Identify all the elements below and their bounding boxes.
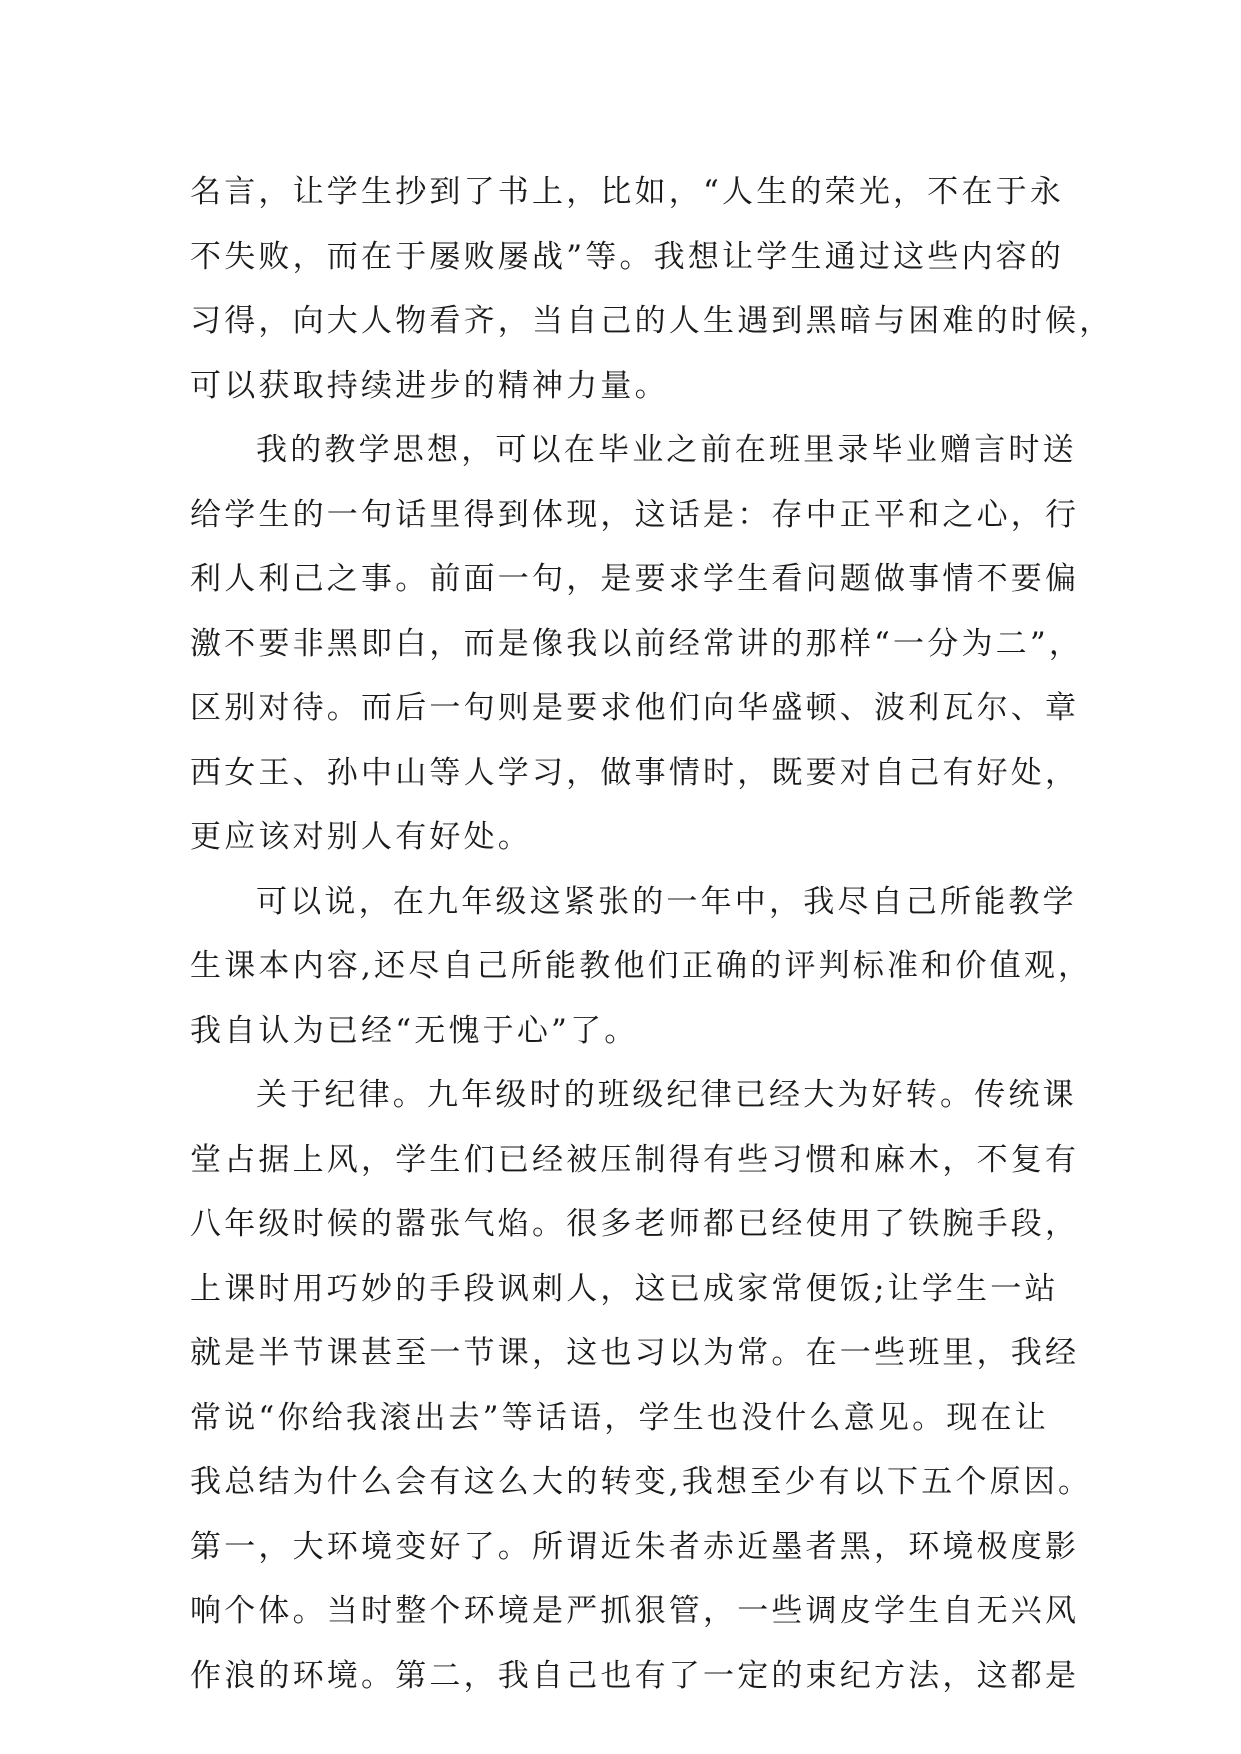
text-line: 上课时用巧妙的手段讽刺人，这已成家常便饭;让学生一站 [190,1270,1059,1307]
text-line: 激不要非黑即白，而是像我以前经常讲的那样“一分为二”， [190,625,1084,662]
paragraph-first-line: 关于纪律。九年级时的班级纪律已经大为好转。传统课 [256,1077,1077,1113]
document-body [190,160,1114,1708]
text-line: 西女王、孙中山等人学习，做事情时，既要对自己有好处， [190,754,1080,791]
text-line: 生课本内容,还尽自己所能教他们正确的评判标准和价值观， [190,948,1093,984]
text-line: 响个体。当时整个环境是严抓狠管，一些调皮学生自无兴风 [190,1593,1080,1629]
text-line: 就是半节课甚至一节课，这也习以为常。在一些班里，我经 [190,1335,1080,1371]
text-line: 可以获取持续进步的精神力量。 [190,367,669,404]
text-line: 八年级时候的嚣张气焰。很多老师都已经使用了铁腕手段， [190,1206,1080,1242]
paragraph-first-line: 我的教学思想，可以在毕业之前在班里录毕业赠言时送 [256,432,1077,468]
text-line: 我总结为什么会有这么大的转变,我想至少有以下五个原因。 [190,1464,1093,1500]
text-line: 区别对待。而后一句则是要求他们向华盛顿、波利瓦尔、章 [190,690,1080,726]
text-line: 利人利己之事。前面一句，是要求学生看问题做事情不要偏 [190,561,1080,597]
text-line: 作浪的环境。第二，我自己也有了一定的束纪方法，这都是 [190,1657,1080,1694]
text-line: 第一，大环境变好了。所谓近朱者赤近墨者黑，环境极度影 [190,1528,1080,1565]
paragraph-first-line: 可以说，在九年级这紧张的一年中，我尽自己所能教学 [256,883,1077,920]
text-line: 常说“你给我滚出去”等话语，学生也没什么意见。现在让 [190,1399,1049,1436]
text-line: 堂占据上风，学生们已经被压制得有些习惯和麻木，不复有 [190,1141,1080,1178]
text-line: 习得，向大人物看齐，当自己的人生遇到黑暗与困难的时候， [190,303,1114,339]
text-line: 不失败，而在于屡败屡战”等。我想让学生通过这些内容的 [190,238,1065,275]
text-line: 名言，让学生抄到了书上，比如，“人生的荣光，不在于永 [190,174,1065,210]
text-line: 给学生的一句话里得到体现，这话是：存中正平和之心，行 [190,496,1080,533]
text-line: 更应该对别人有好处。 [190,819,532,855]
text-line: 我自认为已经“无愧于心”了。 [190,1012,639,1049]
